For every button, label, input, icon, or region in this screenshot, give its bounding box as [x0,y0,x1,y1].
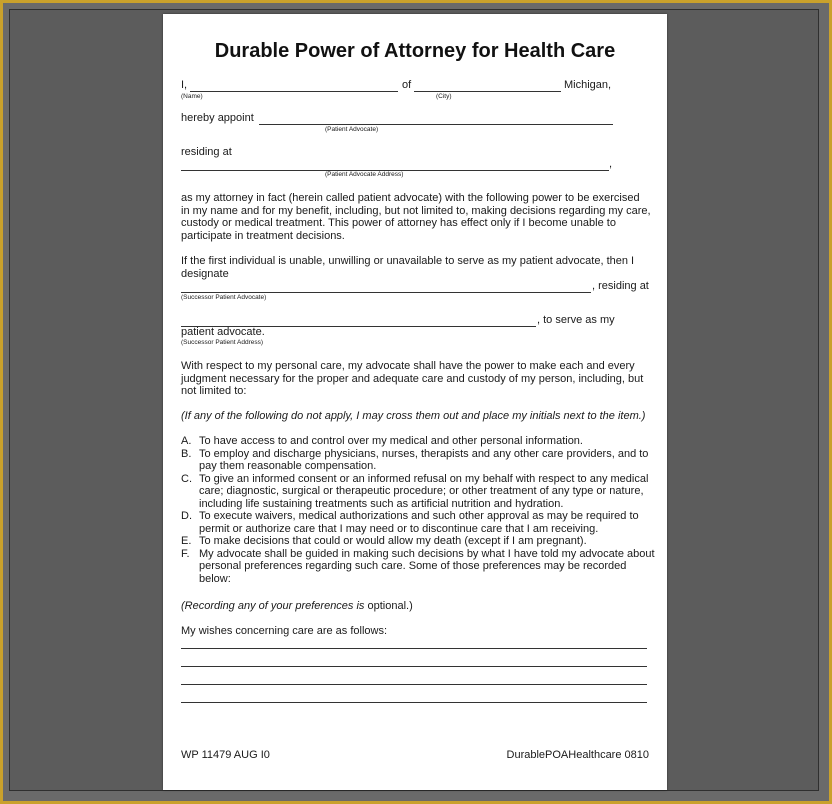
recording-italic: (Recording any of your preferences is [181,600,365,612]
page-title: Durable Power of Attorney for Health Care [214,40,616,62]
item-key: B. [181,447,192,460]
item-key: D. [181,510,192,522]
successor-address-caption: (Successor Patient Address) [181,339,264,346]
item-text: To have access to and control over my medical and other personal information. [199,435,583,447]
paragraph-successor: If the first individual is unable, unwilling or unavailable to serve as my patient advocate, then I designate [181,255,635,280]
wishes-line-2[interactable] [181,666,647,667]
paragraph-personal-care: With respect to my personal care, my advocate shall have the power to make each and every judgment necessary for the proper and adequate care and custody of my person, including, but not limited to: [181,360,644,397]
footer-form-code: DurablePOAHealthcare 0810 [506,749,649,761]
item-text: To make decisions that could or would allow my death (except if I am pregnant). [199,535,587,547]
item-key: E. [181,535,192,547]
list-item [181,510,656,535]
patient-advocate-caption: (Patient Advocate) [325,126,379,133]
wishes-line-1[interactable] [181,648,647,649]
recording-plain: optional.) [367,600,413,612]
list-item [181,435,656,448]
appoint-label: hereby appoint [181,112,254,124]
residing-label: residing at [181,146,232,158]
patient-advocate-field[interactable] [259,124,613,125]
item-text: To give an informed consent or an informed refusal on my behalf with respect to any medical care; diagnostic, surgical or therapeutic procedure; or other treatment of any type or nature, including life sustaining treatments such as artificial nutrition and hydration. [199,472,649,510]
successor-advocate-field[interactable] [181,292,591,293]
state-label: Michigan, [564,79,612,91]
item-key: A. [181,435,192,447]
successor-advocate-caption: (Successor Patient Advocate) [181,294,267,301]
item-text: To employ and discharge physicians, nurses, therapists and any other care providers, and to pay them reasonable compensation. [199,447,649,472]
list-item [181,473,656,511]
paragraph-attorney: as my attorney in fact (herein called patient advocate) with the following power to be exercised in my name and for my benefit, including, but not limited to, making decisions regarding my care, custody or medical treatment. This power of attorney has effect only if I become unable to participate in treatment decisions. [181,192,651,242]
advocate-address-caption: (Patient Advocate Address) [325,171,404,178]
name-field[interactable] [190,91,398,92]
name-prefix: I, [181,79,188,91]
wishes-line-3[interactable] [181,684,647,685]
address-comma: , [609,158,613,170]
item-text: To execute waivers, medical authorizations and such other approval as may be required to permit or authorize care that I may need or to discontinue care that I am receiving. [199,510,639,535]
name-caption: (Name) [181,93,203,100]
instruction-text: (If any of the following do not apply, I may cross them out and place my initials next to the item.) [181,410,646,422]
wishes-label: My wishes concerning care are as follows: [181,625,388,637]
item-key: F. [181,547,190,560]
city-caption: (City) [436,93,452,100]
list-item [181,448,656,473]
powers-list [181,435,656,585]
city-field[interactable] [414,91,561,92]
successor-residing-label: , residing at [592,280,649,292]
list-item [181,535,656,548]
recording-note [181,600,413,612]
of-label: of [402,79,412,91]
wishes-line-4[interactable] [181,702,647,703]
patient-advocate-tail: patient advocate. [181,326,265,338]
list-item [181,548,656,586]
item-text: My advocate shall be guided in making such decisions by what I have told my advocate about personal preferences regarding such care. Some of those preferences may be recorded below: [199,547,655,585]
item-key: C. [181,472,192,485]
footer-form-number: WP 11479 AUG I0 [181,749,270,761]
document-page [163,14,667,790]
serve-label: , to serve as my [537,314,615,326]
